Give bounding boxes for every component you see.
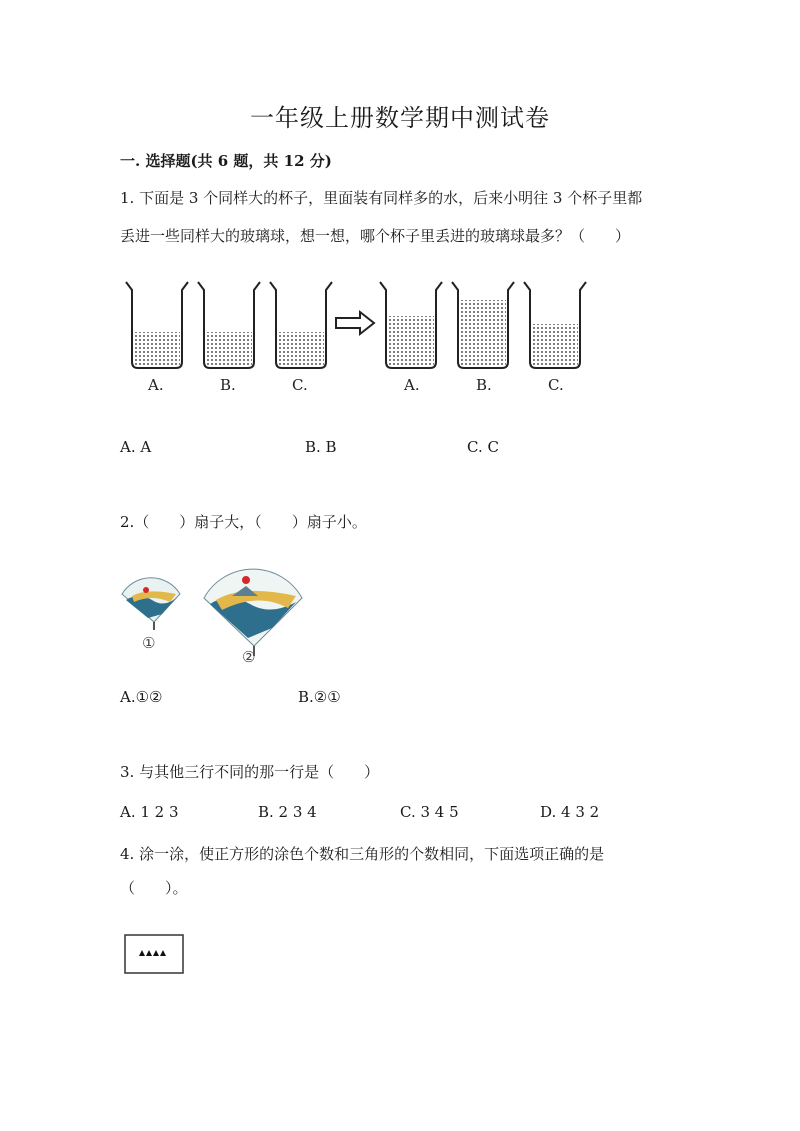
cup-label-b-before: B. [220, 376, 236, 394]
q4-text-line1: 4. 涂一涂，使正方形的涂色个数和三角形的个数相同，下面选项正确的是 [120, 845, 605, 863]
q1-text-line2: 丢进一些同样大的玻璃球，想一想，哪个杯子里丢进的玻璃球最多？（ ） [120, 227, 631, 245]
cup-a-before [126, 282, 188, 368]
arrow-right-icon [336, 312, 374, 334]
small-fan-icon [122, 578, 180, 630]
cup-c-after [524, 282, 586, 368]
cup-label-a-before: A. [148, 376, 164, 394]
cup-b-after [452, 282, 514, 368]
q3-text: 3. 与其他三行不同的那一行是（ ） [120, 763, 380, 781]
section-heading: 一. 选择题(共 6 题，共 12 分) [120, 152, 332, 170]
cup-label-a-after: A. [404, 376, 420, 394]
q2-option-a[interactable]: A.①② [120, 688, 163, 706]
cup-label-c-after: C. [548, 376, 564, 394]
q3-option-c[interactable]: C. 3 4 5 [400, 803, 459, 821]
q4-text-line2: （ ）。 [120, 879, 188, 897]
q2-text: 2.（ ）扇子大，（ ）扇子小。 [120, 513, 367, 531]
q1-option-b[interactable]: B. B [305, 438, 337, 456]
cup-b-before [198, 282, 260, 368]
q1-option-c[interactable]: C. C [467, 438, 499, 456]
q2-fans-figure [118, 570, 318, 670]
large-fan-icon [204, 569, 302, 656]
page-title: 一年级上册数学期中测试卷 [250, 104, 550, 132]
q1-text-line1: 1. 下面是 3 个同样大的杯子，里面装有同样多的水，后来小明往 3 个杯子里都 [120, 189, 643, 207]
fan-label-1: ① [142, 634, 156, 652]
q3-option-b[interactable]: B. 2 3 4 [258, 803, 317, 821]
fan-label-2: ② [242, 648, 256, 666]
cup-label-b-after: B. [476, 376, 492, 394]
q3-option-d[interactable]: D. 4 3 2 [540, 803, 600, 821]
cup-c-before [270, 282, 332, 368]
q1-cups-figure [120, 280, 600, 400]
q3-option-a[interactable]: A. 1 2 3 [120, 803, 179, 821]
q1-option-a[interactable]: A. A [120, 438, 152, 456]
q4-triangles-box [124, 934, 186, 976]
cup-label-c-before: C. [292, 376, 308, 394]
q2-option-b[interactable]: B.②① [298, 688, 341, 706]
cup-a-after [380, 282, 442, 368]
